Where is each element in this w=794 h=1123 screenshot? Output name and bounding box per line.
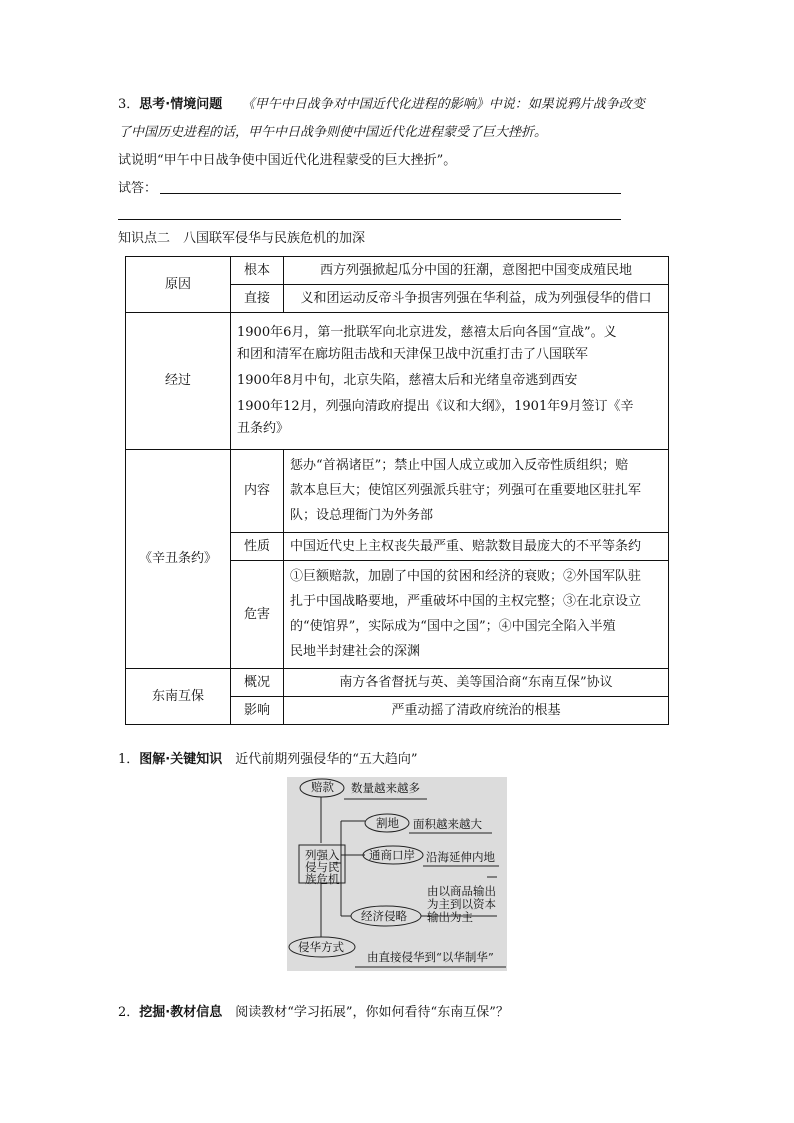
overview-label: 概况 [231,669,284,697]
treaty-label: 《辛丑条约》 [126,450,231,669]
process-text [231,313,669,450]
impact-label: 影响 [231,697,284,725]
q1-text: 近代前期列强侵华的“五大趋向” [235,752,418,767]
process-line: 1900年8月中旬，北京失陷，慈禧太后和光绪皇帝逃到西安 [237,373,578,388]
q3-line1 [118,94,645,116]
q2-text: 阅读教材“学习拓展”，你如何看待“东南互保”？ [235,1005,509,1020]
economic-line: 由以商品输出 [427,884,496,898]
nature-text: 中国近代史上主权丧失最严重、赔款数目最庞大的不平等条约 [284,533,669,561]
process-line: 和团和清军在廊坊阻击战和天津保卫战中沉重打击了八国联军 [237,347,589,362]
overview-text: 南方各省督抚与英、美等国洽商“东南互保”协议 [284,669,669,697]
row-treaty-content [126,450,669,533]
impact-text: 严重动摇了清政府统治的根基 [284,697,669,725]
content-label: 内容 [231,450,284,533]
harm-line: 的“使馆界”，实际成为“国中之国”；④中国完全陷入半殖 [290,619,616,634]
content-line: 队；设总理衙门为外务部 [290,508,434,523]
section-title: 知识点二 八国联军侵华与民族危机的加深 [118,231,366,246]
row-southeast-overview [126,669,669,697]
cause-label: 原因 [126,257,231,313]
southeast-label: 东南互保 [126,669,231,725]
knowledge-table [125,256,669,725]
q3-tag: 思考·情境问题 [139,97,223,112]
center-box [305,849,340,885]
harm-line: 民地半封建社会的深渊 [290,644,421,659]
nature-label: 性质 [231,533,284,561]
q3-quote-line1: 《甲午中日战争对中国近代化进程的影响》中说：如果说鸦片战争改变 [248,97,645,112]
root-label: 根本 [231,257,284,285]
harm-label: 危害 [231,561,284,669]
center-line: 侵与民 [305,860,340,874]
harm-text [284,561,669,669]
q3-prompt: 试说明“甲午中日战争使中国近代化进程蒙受的巨大挫折”。 [118,153,457,168]
node-desc-indemnity: 数量越来越多 [351,781,420,795]
q2-tag: 挖掘·教材信息 [139,1005,223,1020]
process-label: 经过 [126,313,231,450]
node-desc-economic [427,885,496,924]
q3-number: 3． [118,97,140,112]
node-label-economic: 经济侵略 [361,909,407,923]
process-line: 丑条约》 [237,421,290,436]
q2-number: 2． [118,1005,140,1020]
q1-number: 1． [118,752,140,767]
node-desc-treaty-ports: 沿海延伸内地 [426,850,495,864]
direct-label: 直接 [231,285,284,313]
row-cause-root [126,257,669,285]
q3-quote-line2: 了中国历史进程的话，甲午中日战争则使中国近代化进程蒙受了巨大挫折。 [118,125,548,140]
q2-line [118,1002,509,1024]
node-desc-land-cession: 面积越来越大 [413,817,482,831]
node-label-treaty-ports: 通商口岸 [369,848,415,862]
answer-line-1[interactable] [160,193,621,194]
node-desc-invasion-mode: 由直接侵华到“以华制华” [367,950,494,964]
node-label-invasion-mode: 侵华方式 [298,940,344,954]
economic-line: 输出为主 [427,910,473,924]
direct-text: 义和团运动反帝斗争损害列强在华利益，成为列强侵华的借口 [284,285,669,313]
center-line: 列强入 [305,848,340,862]
process-line: 1900年6月，第一批联军向北京进发，慈禧太后向各国“宣战”。义 [237,325,617,340]
q1-tag: 图解·关键知识 [139,752,223,767]
root-text: 西方列强掀起瓜分中国的狂潮，意图把中国变成殖民地 [284,257,669,285]
economic-line: 为主到以资本 [427,897,496,911]
content-line: 惩办“首祸诸臣”；禁止中国人成立或加入反帝性质组织；赔 [290,458,629,473]
answer-line-2[interactable] [118,219,621,220]
trend-diagram [287,777,507,971]
center-line: 族危机 [305,872,340,886]
node-label-indemnity: 赔款 [311,780,334,794]
harm-line: 扎于中国战略要地，严重破坏中国的主权完整；③在北京设立 [290,594,642,609]
q3-answer-label: 试答： [118,181,158,196]
content-line: 款本息巨大；使馆区列强派兵驻守；列强可在重要地区驻扎军 [290,483,642,498]
content-text [284,450,669,533]
node-label-land-cession: 割地 [376,816,399,830]
q1-line [118,749,418,771]
harm-line: ①巨额赔款，加剧了中国的贫困和经济的衰败；②外国军队驻 [290,569,642,584]
process-line: 1900年12月，列强向清政府提出《议和大纲》，1901年9月签订《辛 [237,399,634,414]
row-process [126,313,669,450]
